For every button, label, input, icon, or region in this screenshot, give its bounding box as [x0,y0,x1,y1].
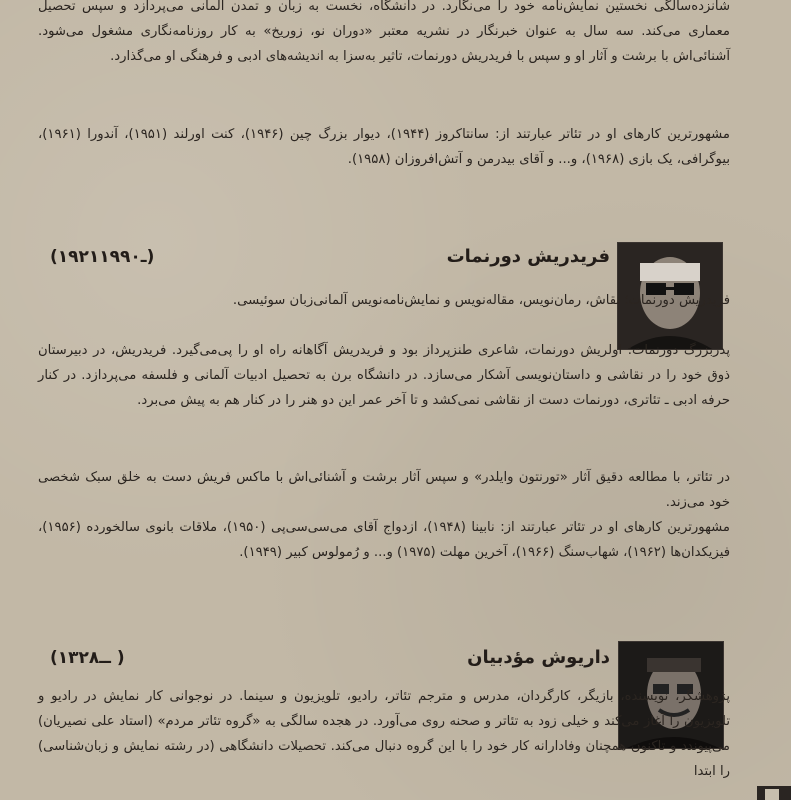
durrenmatt-intro-paragraph: فریدریش دورنمات؛ نقاش، رمان‌نویس، مقاله‌نویس و نمایش‌نامه‌نویس آلمانی‌زبان سوئیسی. [232,293,730,308]
durrenmatt-bio-paragraph: پدربزرگ دورنمات؛ اولریش دورنمات، شاعری طنزپرداز بود و فریدریش آگاهانه راه او را پی‌می‌گیرد. فریدریش، در دبیرستان ذوق خود را در نقاشی و داستان‌نویسی آشکار می‌سازد. در دانشگاه برن به تحصیل ادبیات آلمانی و فلسفه می‌پردازد. در کنار حرفه ادبی ـ تئاتری، دورنمات دست از نقاشی نمی‌کشد و تا آخر عمر این دو هنر را در کنار هم به پیش می‌برد. [38,343,730,408]
durrenmatt-name: فریدریش دورنمات [446,246,610,267]
moaddabian-bio-paragraph: پژوهشگر، نویسنده، بازیگر، کارگردان، مدرس و مترجم تئاتر، رادیو، تلویزیون و سینما. در نوجوانی کار نمایش در رادیو و تلویزیون را آغاز می‌کند و خیلی زود به تئاتر و صحنه روی می‌آورد. در هجده سالگی به «گروه تئاتر مردم» (استاد علی نصیریان) می‌پیوندد و تاکنون همچنان وفادارانه کار خود را با این گروه دنبال می‌کند. تحصیلات دانشگاهی (در رشته نمایش و زبان‌شناسی) را ابتدا [38,689,730,779]
moaddabian-dates: (۱۳۲۸ــ ) [50,647,125,668]
durrenmatt-works-paragraph: مشهورترین کارهای او در تئاتر عبارتند از: نابینا (۱۹۴۸)، ازدواج آقای می‌سی‌سی‌پی (۱۹۵۰)، ملاقات بانوی سالخورده (۱۹۵۶)، فیزیکدان‌ها (۱۹۶۲)، شهاب‌سنگ (۱۹۶۶)، آخرین مهلت (۱۹۷۵) و... و رُمولوس کبیر (۱۹۴۹). [38,520,730,560]
durrenmatt-theatre-paragraph: در تئاتر، با مطالعه دقیق آثار «تورنتون وایلدر» و سپس آثار برشت و آشنائی‌اش با ماکس فریش دست به خلق سبک شخصی خود می‌زند. [38,470,730,510]
durrenmatt-dates: (۱۹۲۱ـ۱۹۹۰) [50,246,155,267]
moaddabian-heading [50,647,610,668]
frisch-bio-paragraph: شانزده‌سالگی نخستین نمایش‌نامه خود را می‌نگارد. در دانشگاه، نخست به زبان و تمدن آلمانی می‌پردازد و سپس تحصیل معماری می‌کند. سه سال به عنوان خبرنگار در نشریه معتبر «دوران نو، زوریخ» به کار روزنامه‌نگاری مشغول می‌شود. آشنائی‌اش با برشت و آثار او و سپس با فریدریش دورنمات، تاثیر به‌سزا به اندیشه‌های ادبی و فرهنگی او می‌گذارد. [38,0,730,64]
page-corner-mark [757,786,791,800]
moaddabian-name: داریوش مؤدبیان [467,647,610,668]
frisch-works-paragraph: مشهورترین کارهای او در تئاتر عبارتند از: سانتاکروز (۱۹۴۴)، دیوار بزرگ چین (۱۹۴۶)، کنت اورلند (۱۹۵۱)، آندورا (۱۹۶۱)، بیوگرافی، یک بازی (۱۹۶۸)، و... و آقای بیدرمن و آتش‌افروزان (۱۹۵۸). [38,127,730,167]
durrenmatt-heading [50,246,610,267]
